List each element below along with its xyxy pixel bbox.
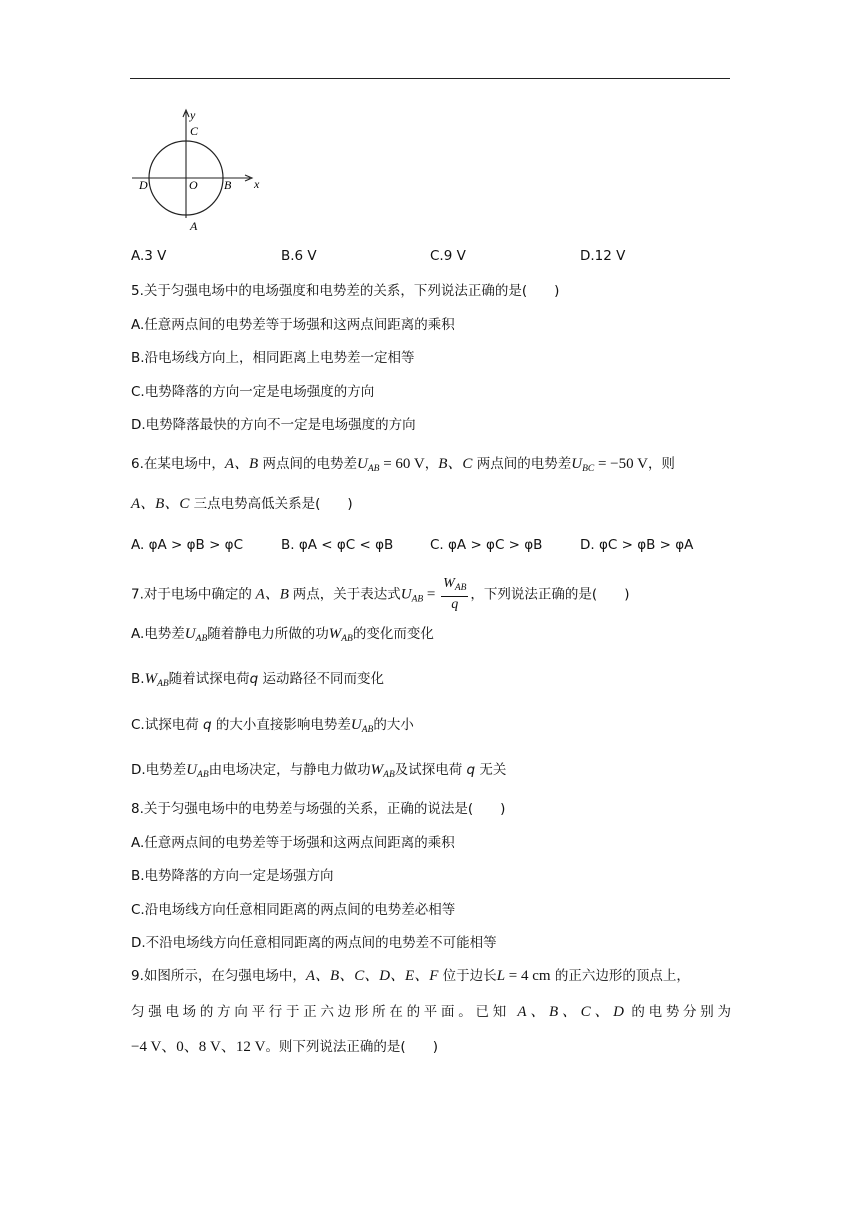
q6-text3: 两点间的电势差 (472, 456, 572, 472)
q9-text2: 位于边长 (438, 968, 497, 984)
q7-a-u: U (184, 626, 196, 642)
label-o: O (189, 178, 198, 192)
q7-b-text1: B. (131, 671, 145, 687)
q7-c-u: U (350, 717, 362, 733)
q4-option-c: C.9 V (430, 248, 466, 264)
q7-d-text1: D.电势差 (131, 762, 187, 778)
q6-stem-line1 (131, 454, 675, 479)
q7-a-u-sub: AB (195, 634, 208, 644)
q4-option-b: B.6 V (281, 248, 317, 264)
q9-text5: 的电势分别为 (631, 1004, 731, 1020)
q6-text4: ，则 (647, 456, 675, 472)
q7-b-text2: 随着试探电荷 (168, 671, 250, 687)
q4-option-d: D.12 V (580, 248, 626, 264)
q5-option-a: A.任意两点间的电势差等于场强和这两点间距离的乘积 (131, 317, 455, 333)
q7-u: U (400, 586, 412, 603)
q9-potentials: −4 V、0、8 V、12 V (131, 1039, 266, 1055)
q7-d-q: q (466, 762, 476, 778)
q9-vertices: A、B、C、D、E、F (305, 968, 439, 984)
q6-prefix: 6.在某电场中， (131, 456, 225, 472)
label-d: D (139, 178, 148, 192)
q7-frac-num: W (443, 576, 455, 591)
q7-a-text1: A.电势差 (131, 626, 185, 642)
q7-b-w: W (144, 671, 158, 687)
q7-d-u: U (186, 762, 198, 778)
label-c: C (190, 124, 199, 138)
q7-frac-den: q (451, 597, 459, 612)
q7-frac-num-sub: AB (454, 583, 467, 593)
q7-option-b (131, 669, 384, 694)
label-y: y (190, 108, 196, 122)
q9-text3: 的正六边形的顶点上， (550, 968, 690, 984)
q6-u-bc-sub: BC (582, 464, 595, 474)
q6-text2: ， (424, 456, 439, 472)
label-a: A (190, 219, 198, 233)
q9-l-value: = 4 cm (505, 968, 551, 984)
label-x: x (254, 177, 260, 191)
q7-a-text3: 的变化而变化 (352, 626, 434, 642)
q7-a-w: W (328, 626, 342, 642)
q7-option-c (131, 715, 414, 740)
q5-option-d: D.电势降落最快的方向不一定是电场强度的方向 (131, 417, 416, 433)
q7-d-w-sub: AB (383, 770, 395, 780)
q7-c-text3: 的大小 (373, 717, 414, 733)
q6-option-c: C. φA > φC > φB (430, 537, 543, 553)
q6-u-bc: U (571, 456, 583, 472)
q6-option-b: B. φA < φC < φB (281, 537, 394, 553)
circle-axes-figure (128, 106, 268, 234)
q6-points-abc: A、B、C (131, 496, 190, 512)
q7-a-w-sub: AB (341, 634, 353, 644)
q6-points-ab: A、B (224, 456, 259, 472)
q8-option-d: D.不沿电场线方向任意相同距离的两点间的电势差不可能相等 (131, 935, 497, 951)
q5-stem: 5.关于匀强电场中的电场强度和电势差的关系，下列说法正确的是( ) (131, 283, 560, 299)
q8-option-a: A.任意两点间的电势差等于场强和这两点间距离的乘积 (131, 835, 455, 851)
q7-option-a (131, 624, 434, 649)
q6-stem-line2 (131, 494, 353, 514)
label-b: B (224, 178, 232, 192)
q7-c-q: q (203, 717, 212, 733)
q6-points-bc: B、C (438, 456, 473, 472)
q8-option-b: B.电势降落的方向一定是场强方向 (131, 868, 334, 884)
q9-text4: 匀强电场的方向平行于正六边形所在的平面。已知 (131, 1004, 510, 1020)
q7-d-text3: 及试探电荷 (394, 762, 463, 778)
q9-line3 (131, 1037, 438, 1057)
q6-u-ab-value: = 60 V (379, 456, 425, 472)
q7-b-text3: 运动路径不同而变化 (262, 671, 385, 687)
q9-text6: 。则下列说法正确的是( ) (265, 1039, 438, 1055)
q7-mid: 两点，关于表达式 (292, 586, 401, 603)
q7-d-text2: 由电场决定，与静电力做功 (208, 762, 371, 778)
q6-option-a: A. φA > φB > φC (131, 537, 244, 553)
q5-option-b: B.沿电场线方向上，相同距离上电势差一定相等 (131, 350, 415, 366)
q7-a-text2: 随着静电力所做的功 (207, 626, 329, 642)
q7-b-q: q (249, 671, 259, 687)
q9-text1: 9.如图所示，在匀强电场中， (131, 968, 306, 984)
q6-text1: 两点间的电势差 (258, 456, 358, 472)
q7-prefix: 7.对于电场中确定的 (131, 586, 252, 603)
q4-option-a: A.3 V (131, 248, 167, 264)
q9-abcd: A、B、C、D (509, 1004, 632, 1020)
q9-l: L (496, 968, 506, 984)
q7-b-w-sub: AB (157, 679, 169, 689)
q6-u-bc-value: = −50 V (594, 456, 648, 472)
q6-stem-end: 三点电势高低关系是( ) (189, 496, 353, 512)
header-rule (130, 78, 730, 79)
q7-fraction (441, 576, 468, 613)
q8-stem: 8.关于匀强电场中的电势差与场强的关系，正确的说法是( ) (131, 801, 506, 817)
q7-d-w: W (370, 762, 384, 778)
q9-line1 (131, 966, 690, 986)
q9-line2 (131, 1002, 731, 1022)
q7-option-d (131, 760, 506, 785)
q7-c-text1: C.试探电荷 (131, 717, 199, 733)
q7-points: A、B (251, 586, 293, 603)
q7-stem: 7.对于电场中确定的 A、B 两点，关于表达式$U_{AB}$ = $\frac{W_{AB}}{q}$ ，下列说法正确的是( ) (131, 576, 630, 612)
q6-u-ab-sub: AB (367, 464, 380, 474)
q8-option-c: C.沿电场线方向任意相同距离的两点间的电势差必相等 (131, 902, 456, 918)
q7-d-text4: 无关 (479, 762, 507, 778)
q7-d-u-sub: AB (197, 770, 209, 780)
q7-u-sub: AB (411, 594, 424, 605)
q6-u-ab: U (357, 456, 368, 472)
q7-c-text2: 的大小直接影响电势差 (215, 717, 351, 733)
q7-c-u-sub: AB (361, 725, 374, 735)
q5-option-c: C.电势降落的方向一定是电场强度的方向 (131, 384, 375, 400)
q6-option-d: D. φC > φB > φA (580, 537, 694, 553)
q7-suffix: ，下列说法正确的是( ) (470, 586, 630, 603)
